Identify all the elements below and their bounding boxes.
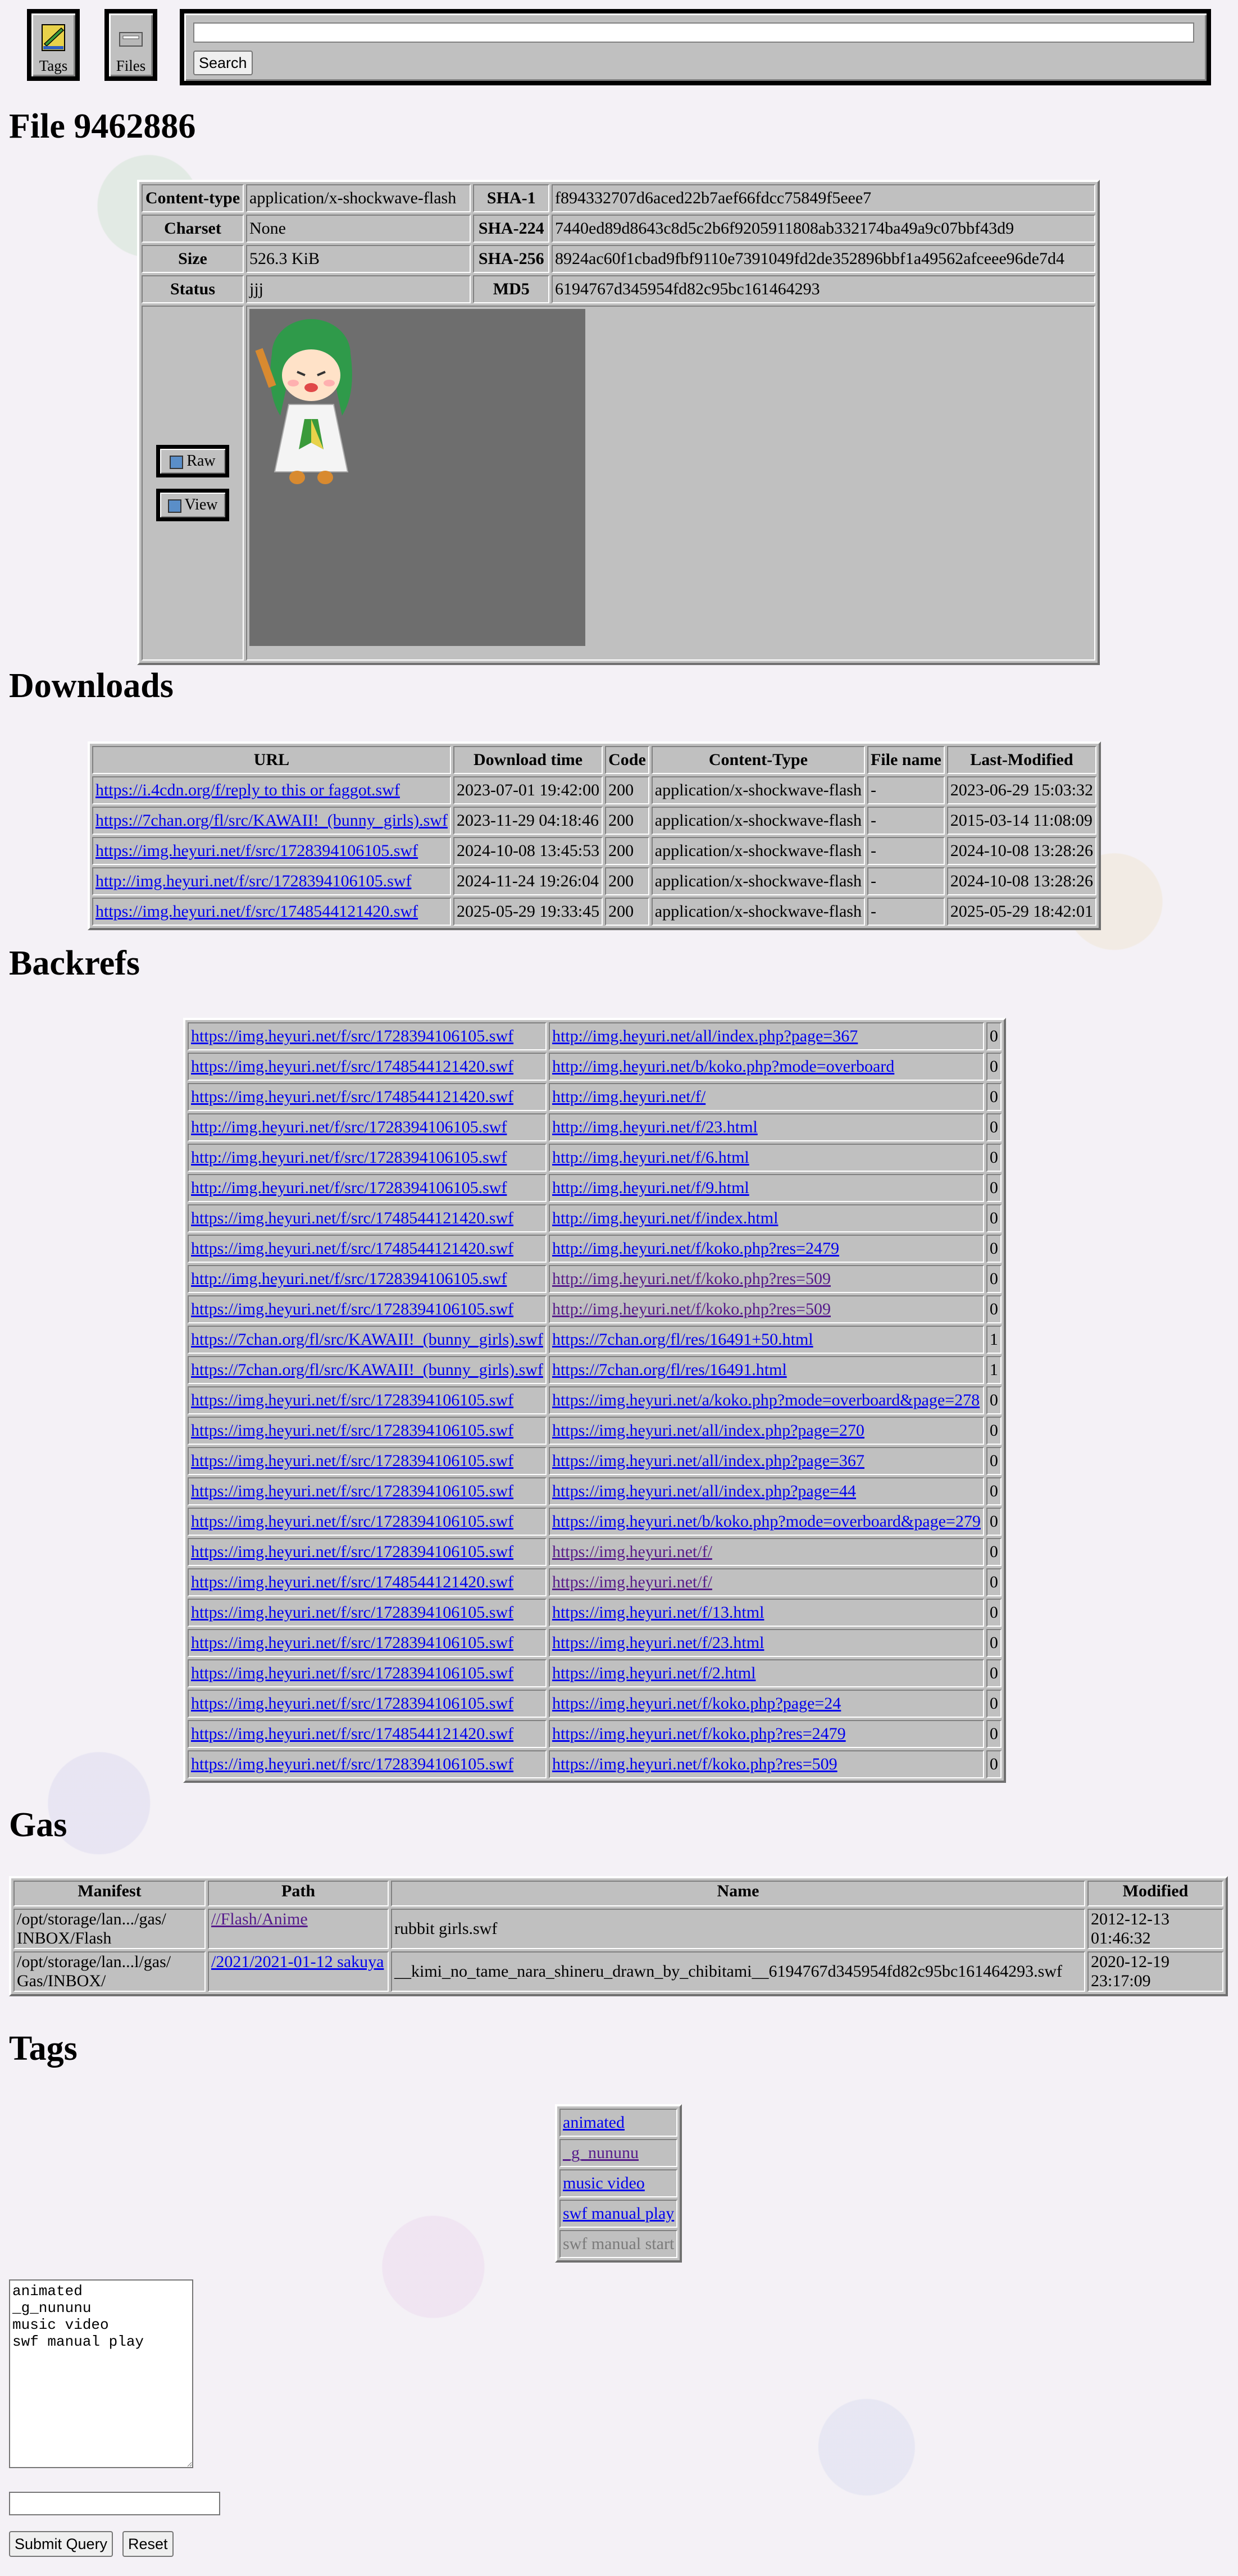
info-value: None [246, 215, 471, 243]
view-icon [168, 499, 181, 513]
backref-page-cell [549, 1356, 984, 1384]
downloads-cell: 200 [605, 837, 649, 865]
downloads-cell: 2024-10-08 13:28:26 [947, 837, 1096, 865]
backref-page-link[interactable]: http://img.heyuri.net/f/koko.php?res=509 [552, 1300, 831, 1318]
backref-count: 0 [986, 1144, 1002, 1172]
backref-source-cell [188, 1174, 547, 1202]
table-row [188, 1053, 1002, 1081]
gas-path-link[interactable]: /2021/2021-01-12 sakuya [211, 1953, 384, 1971]
raw-button[interactable] [156, 445, 229, 477]
downloads-column-header: File name [867, 746, 945, 774]
backref-page-cell [549, 1265, 984, 1293]
downloads-cell: 2023-06-29 15:03:32 [947, 776, 1096, 804]
backref-source-cell [188, 1750, 547, 1778]
backref-count: 0 [986, 1447, 1002, 1475]
downloads-cell: - [867, 867, 945, 895]
backref-source-cell [188, 1447, 547, 1475]
backref-source-link[interactable]: http://img.heyuri.net/f/src/1728394106105.swf [191, 1269, 507, 1288]
downloads-column-header: URL [92, 746, 451, 774]
downloads-cell: - [867, 837, 945, 865]
backref-count: 0 [986, 1417, 1002, 1445]
table-row [92, 776, 1096, 804]
backref-source-cell [188, 1053, 547, 1081]
file-info-row [142, 215, 1095, 243]
backrefs-table [183, 1018, 1006, 1783]
tags-list [555, 2104, 682, 2263]
table-row [188, 1508, 1002, 1536]
gas-cell: 2020-12-19 23:17:09 [1087, 1951, 1223, 1992]
backref-source-link[interactable]: https://img.heyuri.net/f/src/1728394106105.swf [191, 1512, 514, 1531]
backref-count: 0 [986, 1174, 1002, 1202]
reset-button[interactable]: Reset [122, 2531, 174, 2557]
table-row [92, 807, 1096, 835]
downloads-cell: - [867, 807, 945, 835]
file-info-row [142, 245, 1095, 273]
downloads-column-header: Content-Type [652, 746, 865, 774]
backref-source-link[interactable]: https://img.heyuri.net/f/src/1728394106105.swf [191, 1755, 514, 1773]
backref-source-link[interactable]: https://7chan.org/fl/src/KAWAII!_(bunny_girls).swf [191, 1330, 543, 1349]
info-key: Content-type [142, 184, 244, 212]
backref-count: 1 [986, 1356, 1002, 1384]
downloads-cell [92, 898, 451, 926]
backref-page-link[interactable]: https://img.heyuri.net/f/23.html [552, 1633, 764, 1652]
backref-count: 0 [986, 1235, 1002, 1263]
backref-source-link[interactable]: https://img.heyuri.net/f/src/1748544121420.swf [191, 1057, 514, 1076]
download-url-link[interactable]: http://img.heyuri.net/f/src/1728394106105.swf [95, 872, 412, 890]
gas-cell [208, 1909, 389, 1949]
backref-source-cell [188, 1720, 547, 1748]
hash-value: f894332707d6aced22b7aef66fdcc75849f5eee7 [552, 184, 1095, 212]
tags-textarea[interactable] [9, 2279, 193, 2468]
character-preview-image [249, 309, 384, 500]
backref-source-link[interactable]: https://img.heyuri.net/f/src/1728394106105.swf [191, 1421, 514, 1440]
backref-page-link[interactable]: https://7chan.org/fl/res/16491+50.html [552, 1330, 813, 1349]
backref-count: 0 [986, 1265, 1002, 1293]
info-key: Charset [142, 215, 244, 243]
backref-source-cell [188, 1113, 547, 1141]
gas-column-header: Modified [1087, 1881, 1223, 1906]
tag-suggestion: swf manual start [563, 2234, 675, 2253]
downloads-cell: application/x-shockwave-flash [652, 898, 865, 926]
backref-page-link[interactable]: https://img.heyuri.net/b/koko.php?mode=overboard&page=279 [552, 1512, 981, 1531]
downloads-cell: - [867, 898, 945, 926]
tag-link[interactable]: music video [563, 2174, 645, 2192]
table-row [188, 1386, 1002, 1414]
hash-key: SHA-1 [473, 184, 549, 212]
backref-source-cell [188, 1477, 547, 1505]
table-row [188, 1265, 1002, 1293]
backref-count: 0 [986, 1295, 1002, 1323]
downloads-table [88, 741, 1101, 930]
view-label: View [184, 496, 218, 513]
backref-source-link[interactable]: https://img.heyuri.net/f/src/1728394106105.swf [191, 1391, 514, 1409]
backref-source-link[interactable]: https://7chan.org/fl/src/KAWAII!_(bunny_girls).swf [191, 1360, 543, 1379]
tag-link[interactable]: _g_nununu [563, 2143, 639, 2162]
backref-page-link[interactable]: https://img.heyuri.net/all/index.php?page=270 [552, 1421, 864, 1440]
table-row [188, 1568, 1002, 1596]
downloads-cell: application/x-shockwave-flash [652, 776, 865, 804]
backref-page-link[interactable]: http://img.heyuri.net/all/index.php?page=367 [552, 1027, 858, 1045]
info-value: 526.3 KiB [246, 245, 471, 273]
backref-source-cell [188, 1538, 547, 1566]
backref-page-link[interactable]: https://img.heyuri.net/all/index.php?page=367 [552, 1451, 864, 1470]
table-row [188, 1356, 1002, 1384]
backref-count: 0 [986, 1477, 1002, 1505]
backref-source-link[interactable]: https://img.heyuri.net/f/src/1728394106105.swf [191, 1300, 514, 1318]
backref-count: 0 [986, 1113, 1002, 1141]
backref-source-cell [188, 1417, 547, 1445]
preview-row [142, 306, 1095, 661]
list-item [559, 2139, 677, 2167]
downloads-cell: application/x-shockwave-flash [652, 837, 865, 865]
backref-source-cell [188, 1356, 547, 1384]
downloads-cell: application/x-shockwave-flash [652, 867, 865, 895]
info-value: application/x-shockwave-flash [246, 184, 471, 212]
table-row [188, 1750, 1002, 1778]
search-button[interactable]: Search [193, 51, 253, 75]
backref-source-cell [188, 1599, 547, 1627]
table-row [188, 1326, 1002, 1354]
backref-source-link[interactable]: https://img.heyuri.net/f/src/1748544121420.swf [191, 1724, 514, 1743]
backref-page-cell [549, 1447, 984, 1475]
downloads-cell [92, 837, 451, 865]
backref-page-cell [549, 1659, 984, 1687]
backref-page-cell [549, 1204, 984, 1232]
backref-source-link[interactable]: https://img.heyuri.net/f/src/1728394106105.swf [191, 1664, 514, 1682]
view-button[interactable] [156, 489, 229, 521]
tag-link[interactable]: animated [563, 2113, 625, 2132]
backref-source-cell [188, 1295, 547, 1323]
list-item [559, 2109, 677, 2137]
backref-page-cell [549, 1386, 984, 1414]
backref-count: 0 [986, 1508, 1002, 1536]
tag-cell [559, 2109, 677, 2137]
file-actions [142, 306, 244, 661]
backref-count: 0 [986, 1022, 1002, 1050]
backref-source-cell [188, 1144, 547, 1172]
backref-page-link[interactable]: http://img.heyuri.net/f/6.html [552, 1148, 749, 1167]
backref-page-cell [549, 1508, 984, 1536]
table-row [188, 1659, 1002, 1687]
downloads-cell: 2025-05-29 18:42:01 [947, 898, 1096, 926]
backref-source-cell [188, 1629, 547, 1657]
backref-count: 0 [986, 1204, 1002, 1232]
backref-page-cell [549, 1053, 984, 1081]
backref-source-link[interactable]: https://img.heyuri.net/f/src/1728394106105.swf [191, 1451, 514, 1470]
backref-source-cell [188, 1508, 547, 1536]
downloads-cell: 2023-11-29 04:18:46 [453, 807, 603, 835]
backref-count: 0 [986, 1568, 1002, 1596]
backref-count: 0 [986, 1659, 1002, 1687]
backref-source-cell [188, 1083, 547, 1111]
backref-count: 0 [986, 1083, 1002, 1111]
gas-table [9, 1876, 1228, 1996]
downloads-cell: 2015-03-14 11:08:09 [947, 807, 1096, 835]
hash-value: 7440ed89d8643c8d5c2b6f9205911808ab332174ba49a9c07bbf43d9 [552, 215, 1095, 243]
downloads-cell [92, 807, 451, 835]
backref-page-cell [549, 1326, 984, 1354]
search-input[interactable] [193, 22, 1194, 43]
backref-source-link[interactable]: https://img.heyuri.net/f/src/1748544121420.swf [191, 1239, 514, 1258]
downloads-cell: 200 [605, 867, 649, 895]
downloads-cell: application/x-shockwave-flash [652, 807, 865, 835]
flash-preview[interactable] [249, 309, 585, 646]
table-row [188, 1599, 1002, 1627]
tags-nav-button[interactable] [27, 9, 80, 81]
backref-page-cell [549, 1174, 984, 1202]
hash-key: SHA-224 [473, 215, 549, 243]
raw-label: Raw [186, 452, 216, 470]
backref-page-link[interactable]: https://img.heyuri.net/f/koko.php?page=24 [552, 1694, 841, 1713]
hash-value: 6194767d345954fd82c95bc161464293 [552, 275, 1095, 303]
backref-count: 1 [986, 1326, 1002, 1354]
download-url-link[interactable]: https://img.heyuri.net/f/src/1728394106105.swf [95, 841, 418, 860]
backref-page-link[interactable]: http://img.heyuri.net/f/ [552, 1087, 706, 1106]
table-row [92, 867, 1096, 895]
files-nav-button[interactable] [104, 9, 157, 81]
downloads-cell: 200 [605, 898, 649, 926]
backref-page-cell [549, 1750, 984, 1778]
downloads-cell: 2025-05-29 19:33:45 [453, 898, 603, 926]
hash-key: SHA-256 [473, 245, 549, 273]
file-info-row [142, 184, 1095, 212]
list-item [559, 2200, 677, 2228]
backref-count: 0 [986, 1053, 1002, 1081]
table-row [188, 1083, 1002, 1111]
backref-source-link[interactable]: https://img.heyuri.net/f/src/1748544121420.swf [191, 1087, 514, 1106]
backref-source-link[interactable]: https://img.heyuri.net/f/src/1728394106105.swf [191, 1603, 514, 1622]
backref-count: 0 [986, 1538, 1002, 1566]
backref-page-cell [549, 1417, 984, 1445]
download-url-link[interactable]: https://img.heyuri.net/f/src/1748544121420.swf [95, 902, 418, 921]
backref-page-link[interactable]: https://img.heyuri.net/f/koko.php?res=2479 [552, 1724, 846, 1743]
tags-icon [39, 21, 68, 54]
file-info-table [137, 180, 1100, 665]
gas-cell: rubbit girls.swf [391, 1909, 1085, 1949]
downloads-cell: 2024-10-08 13:45:53 [453, 837, 603, 865]
backref-page-link[interactable]: http://img.heyuri.net/f/index.html [552, 1209, 779, 1227]
table-row [188, 1417, 1002, 1445]
top-toolbar [0, 0, 1238, 90]
download-url-link[interactable]: https://7chan.org/fl/src/KAWAII!_(bunny_girls).swf [95, 811, 448, 830]
table-row [188, 1113, 1002, 1141]
backref-source-link[interactable]: https://img.heyuri.net/f/src/1728394106105.swf [191, 1027, 514, 1045]
backref-page-cell [549, 1022, 984, 1050]
downloads-cell: 2024-10-08 13:28:26 [947, 867, 1096, 895]
backref-count: 0 [986, 1599, 1002, 1627]
downloads-column-header: Last-Modified [947, 746, 1096, 774]
backref-count: 0 [986, 1720, 1002, 1748]
downloads-column-header: Code [605, 746, 649, 774]
downloads-cell: 200 [605, 776, 649, 804]
backref-page-link[interactable]: https://img.heyuri.net/f/koko.php?res=509 [552, 1755, 838, 1773]
backref-page-link[interactable]: http://img.heyuri.net/f/koko.php?res=509 [552, 1269, 831, 1288]
gas-cell: /opt/storage/lan...l/gas/ Gas/INBOX/ [13, 1951, 206, 1992]
backref-source-link[interactable]: https://img.heyuri.net/f/src/1728394106105.swf [191, 1482, 514, 1500]
tag-link[interactable]: swf manual play [563, 2204, 675, 2223]
hash-value: 8924ac60f1cbad9fbf9110e7391049fd2de352896bbf1a49562afceee96de7d4 [552, 245, 1095, 273]
backref-source-link[interactable]: http://img.heyuri.net/f/src/1728394106105.swf [191, 1118, 507, 1136]
backref-page-cell [549, 1144, 984, 1172]
page-title: File 9462886 [9, 107, 196, 145]
gas-cell [208, 1951, 389, 1992]
gas-heading: Gas [9, 1806, 67, 1844]
backref-source-cell [188, 1265, 547, 1293]
raw-icon [170, 456, 183, 469]
downloads-heading: Downloads [9, 667, 174, 705]
backref-page-link[interactable]: http://img.heyuri.net/f/23.html [552, 1118, 758, 1136]
submit-query-button[interactable]: Submit Query [9, 2531, 113, 2557]
gas-cell: __kimi_no_tame_nara_shineru_drawn_by_chibitami__6194767d345954fd82c95bc161464293.swf [391, 1951, 1085, 1992]
backref-source-link[interactable]: http://img.heyuri.net/f/src/1728394106105.swf [191, 1178, 507, 1197]
backref-page-cell [549, 1568, 984, 1596]
table-row [92, 837, 1096, 865]
backref-page-cell [549, 1690, 984, 1718]
table-row [188, 1022, 1002, 1050]
backrefs-heading: Backrefs [9, 944, 140, 982]
table-row [188, 1235, 1002, 1263]
gas-path-link[interactable]: //Flash/Anime [211, 1910, 308, 1928]
table-row [188, 1690, 1002, 1718]
downloads-cell: - [867, 776, 945, 804]
backref-page-link[interactable]: https://img.heyuri.net/f/2.html [552, 1664, 756, 1682]
backref-source-cell [188, 1690, 547, 1718]
files-icon [116, 21, 145, 54]
tags-nav-label: Tags [39, 57, 68, 74]
preview-cell [246, 306, 1095, 661]
backref-source-cell [188, 1386, 547, 1414]
backref-page-cell [549, 1599, 984, 1627]
backref-source-cell [188, 1022, 547, 1050]
info-key: Status [142, 275, 244, 303]
table-row [188, 1477, 1002, 1505]
file-info-row [142, 275, 1095, 303]
table-row [188, 1447, 1002, 1475]
backref-count: 0 [986, 1629, 1002, 1657]
backref-page-link[interactable]: https://img.heyuri.net/all/index.php?page=44 [552, 1482, 856, 1500]
backref-page-link[interactable]: http://img.heyuri.net/f/koko.php?res=2479 [552, 1239, 839, 1258]
table-row [188, 1629, 1002, 1657]
gas-cell: /opt/storage/lan.../gas/ INBOX/Flash [13, 1909, 206, 1949]
list-item [559, 2230, 677, 2258]
backref-source-link[interactable]: https://img.heyuri.net/f/src/1748544121420.swf [191, 1209, 514, 1227]
table-row [188, 1204, 1002, 1232]
backref-source-cell [188, 1568, 547, 1596]
download-url-link[interactable]: https://i.4cdn.org/f/reply to this or faggot.swf [95, 781, 400, 799]
backref-count: 0 [986, 1750, 1002, 1778]
table-row [92, 898, 1096, 926]
backref-source-link[interactable]: https://img.heyuri.net/f/src/1728394106105.swf [191, 1633, 514, 1652]
backref-page-link[interactable]: https://img.heyuri.net/a/koko.php?mode=overboard&page=278 [552, 1391, 980, 1409]
downloads-cell [92, 867, 451, 895]
backref-source-cell [188, 1326, 547, 1354]
table-row [188, 1720, 1002, 1748]
backref-page-link[interactable]: https://7chan.org/fl/res/16491.html [552, 1360, 787, 1379]
backref-page-cell [549, 1113, 984, 1141]
backref-source-cell [188, 1204, 547, 1232]
table-row [188, 1538, 1002, 1566]
backref-page-link[interactable]: http://img.heyuri.net/f/9.html [552, 1178, 749, 1197]
gas-column-header: Manifest [13, 1881, 206, 1906]
backref-source-cell [188, 1659, 547, 1687]
backref-page-cell [549, 1235, 984, 1263]
backref-page-cell [549, 1538, 984, 1566]
backref-page-cell [549, 1629, 984, 1657]
backref-page-cell [549, 1477, 984, 1505]
downloads-cell [92, 776, 451, 804]
info-value: jjj [246, 275, 471, 303]
gas-column-header: Name [391, 1881, 1085, 1906]
list-item [559, 2169, 677, 2197]
backref-page-link[interactable]: https://img.heyuri.net/f/ [552, 1542, 712, 1561]
backref-source-link[interactable]: https://img.heyuri.net/f/src/1728394106105.swf [191, 1694, 514, 1713]
tag-cell [559, 2200, 677, 2228]
files-nav-label: Files [116, 57, 146, 74]
backref-page-link[interactable]: https://img.heyuri.net/f/ [552, 1573, 712, 1591]
info-key: Size [142, 245, 244, 273]
backref-source-link[interactable]: https://img.heyuri.net/f/src/1748544121420.swf [191, 1573, 514, 1591]
search-panel [180, 9, 1211, 85]
table-row [188, 1144, 1002, 1172]
backref-page-cell [549, 1083, 984, 1111]
backref-page-cell [549, 1720, 984, 1748]
backref-count: 0 [986, 1690, 1002, 1718]
new-tag-input[interactable] [9, 2492, 220, 2515]
backref-count: 0 [986, 1386, 1002, 1414]
gas-column-header: Path [208, 1881, 389, 1906]
backref-source-cell [188, 1235, 547, 1263]
backref-source-link[interactable]: http://img.heyuri.net/f/src/1728394106105.swf [191, 1148, 507, 1167]
table-row [13, 1951, 1223, 1992]
tag-cell [559, 2230, 677, 2258]
table-row [13, 1909, 1223, 1949]
tag-cell [559, 2169, 677, 2197]
downloads-cell: 2023-07-01 19:42:00 [453, 776, 603, 804]
table-row [188, 1295, 1002, 1323]
backref-page-link[interactable]: http://img.heyuri.net/b/koko.php?mode=overboard [552, 1057, 895, 1076]
downloads-cell: 2024-11-24 19:26:04 [453, 867, 603, 895]
backref-page-link[interactable]: https://img.heyuri.net/f/13.html [552, 1603, 764, 1622]
backref-source-link[interactable]: https://img.heyuri.net/f/src/1728394106105.swf [191, 1542, 514, 1561]
backref-page-cell [549, 1295, 984, 1323]
hash-key: MD5 [473, 275, 549, 303]
downloads-column-header: Download time [453, 746, 603, 774]
downloads-cell: 200 [605, 807, 649, 835]
gas-cell: 2012-12-13 01:46:32 [1087, 1909, 1223, 1949]
tag-cell [559, 2139, 677, 2167]
table-row [188, 1174, 1002, 1202]
tags-heading: Tags [9, 2029, 78, 2068]
